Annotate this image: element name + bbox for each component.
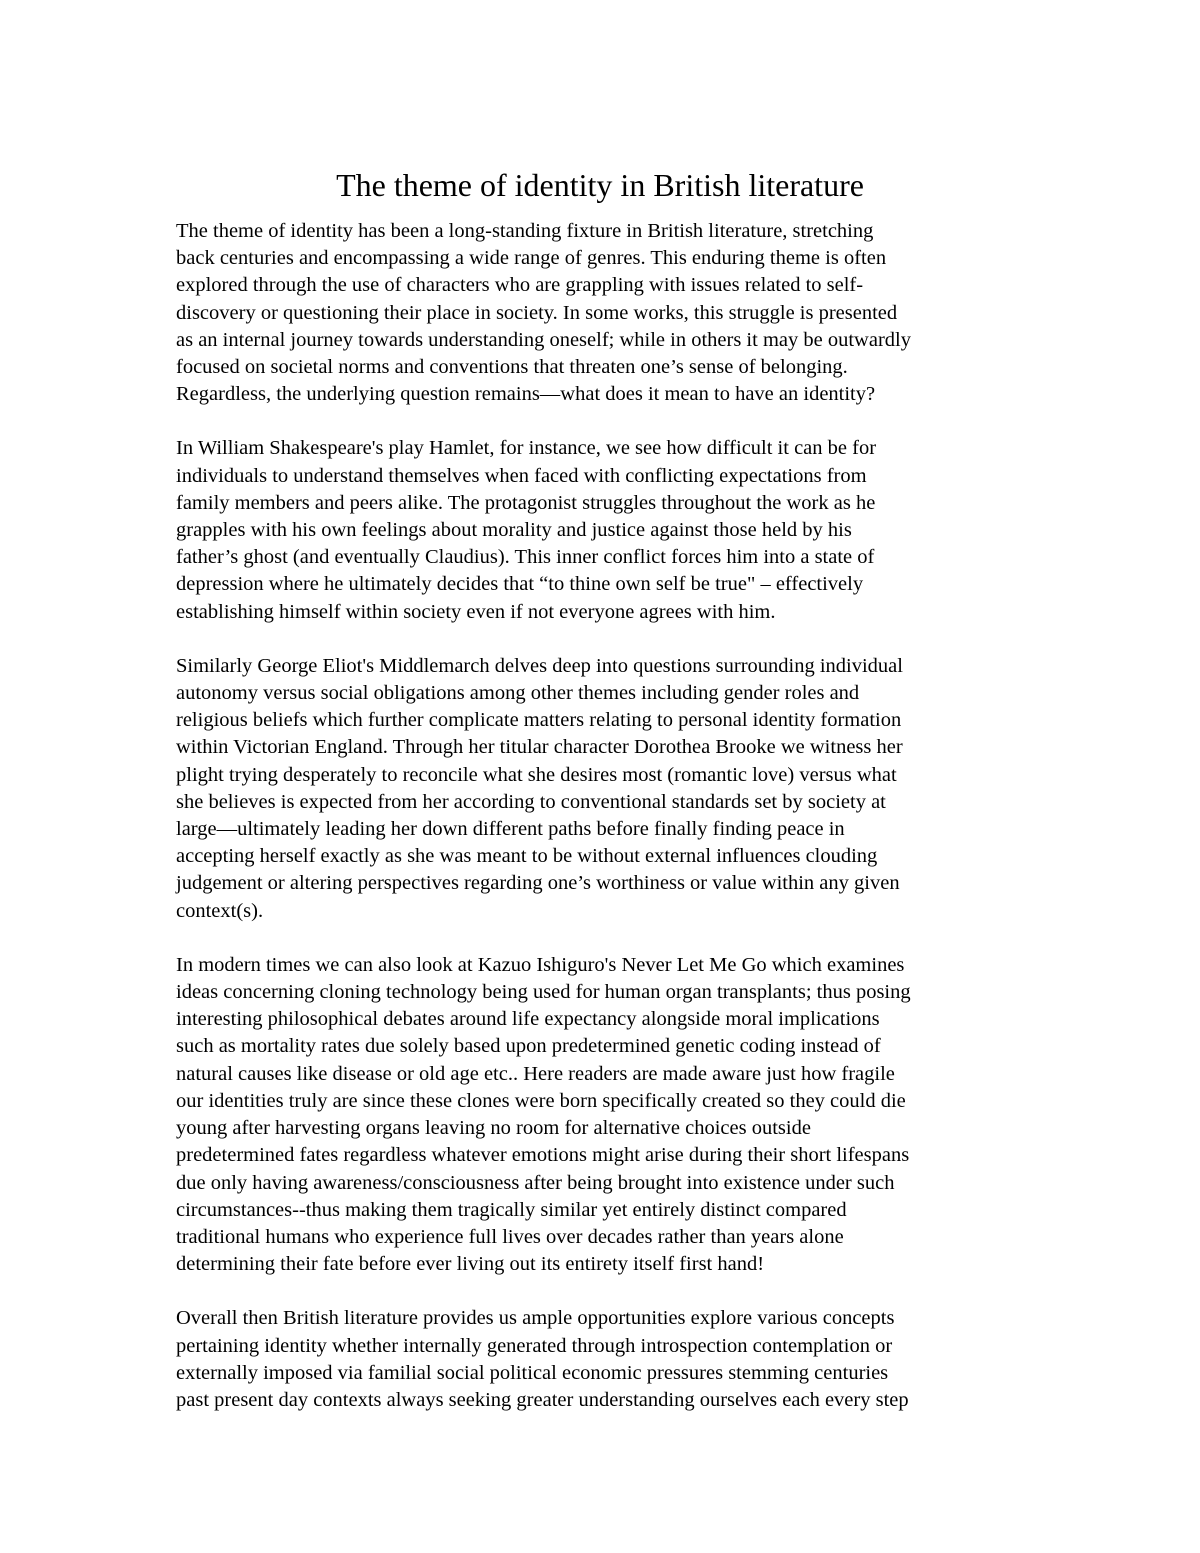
paragraph-never-let-me-go: In modern times we can also look at Kazuo Ishiguro's Never Let Me Go which examines ideas concerning cloning technology being used for human organ transplants; thus posing interesting philosophical debates around life expectancy alongside moral implications such as mortality rates due solely based upon predetermined genetic coding instead of natural causes like disease or old age etc.. Here readers are made aware just how fragile our identities truly are since these clones were born specifically created so they could die young after harvesting organs leaving no room for alternative choices outside predetermined fates regardless whatever emotions might arise during their short lifespans due only having awareness/consciousness after being brought into existence under such circumstances--thus making them tragically similar yet entirely distinct compared traditional humans who experience full lives over decades rather than years alone determining their fate before ever living out its entirety itself first hand! bbox=[176, 953, 911, 1276]
paragraph-hamlet: In William Shakespeare's play Hamlet, for instance, we see how difficult it can be for individuals to understand themselves when faced with conflicting expectations from family members and peers alike. The protagonist struggles throughout the work as he grapples with his own feelings about morality and justice against those held by his father’s ghost (and eventually Claudius). This inner conflict forces him into a state of depression where he ultimately decides that “to thine own self be true" – effectively establishing himself within society even if not everyone agrees with him. bbox=[176, 437, 877, 623]
document-title: The theme of identity in British literature bbox=[336, 167, 864, 203]
paragraph-intro: The theme of identity has been a long-standing fixture in British literature, stretching back centuries and encompassing a wide range of genres. This enduring theme is often explored through the use of characters who are grappling with issues related to self- discovery or questioning their place in society. In some works, this struggle is presented as an internal journey towards understanding oneself; while in others it may be outwardly focused on societal norms and conventions that threaten one’s sense of belonging. Regardless, the underlying question remains—what does it mean to have an identity? bbox=[176, 220, 911, 406]
paragraph-middlemarch: Similarly George Eliot's Middlemarch delves deep into questions surrounding individual autonomy versus social obligations among other themes including gender roles and religious beliefs which further complicate matters relating to personal identity formation within Victorian England. Through her titular character Dorothea Brooke we witness her plight trying desperately to reconcile what she desires most (romantic love) versus what she believes is expected from her according to conventional standards set by society at large—ultimately leading her down different paths before finally finding peace in accepting herself exactly as she was meant to be without external influences clouding judgement or altering perspectives regarding one’s worthiness or value within any given context(s). bbox=[176, 654, 903, 922]
document-body bbox=[176, 218, 1038, 1441]
paragraph-conclusion: Overall then British literature provides us ample opportunities explore various concepts pertaining identity whether internally generated through introspection contemplation or externally imposed via familial social political economic pressures stemming centuries past present day contexts always seeking greater understanding ourselves each every step bbox=[176, 1307, 909, 1411]
